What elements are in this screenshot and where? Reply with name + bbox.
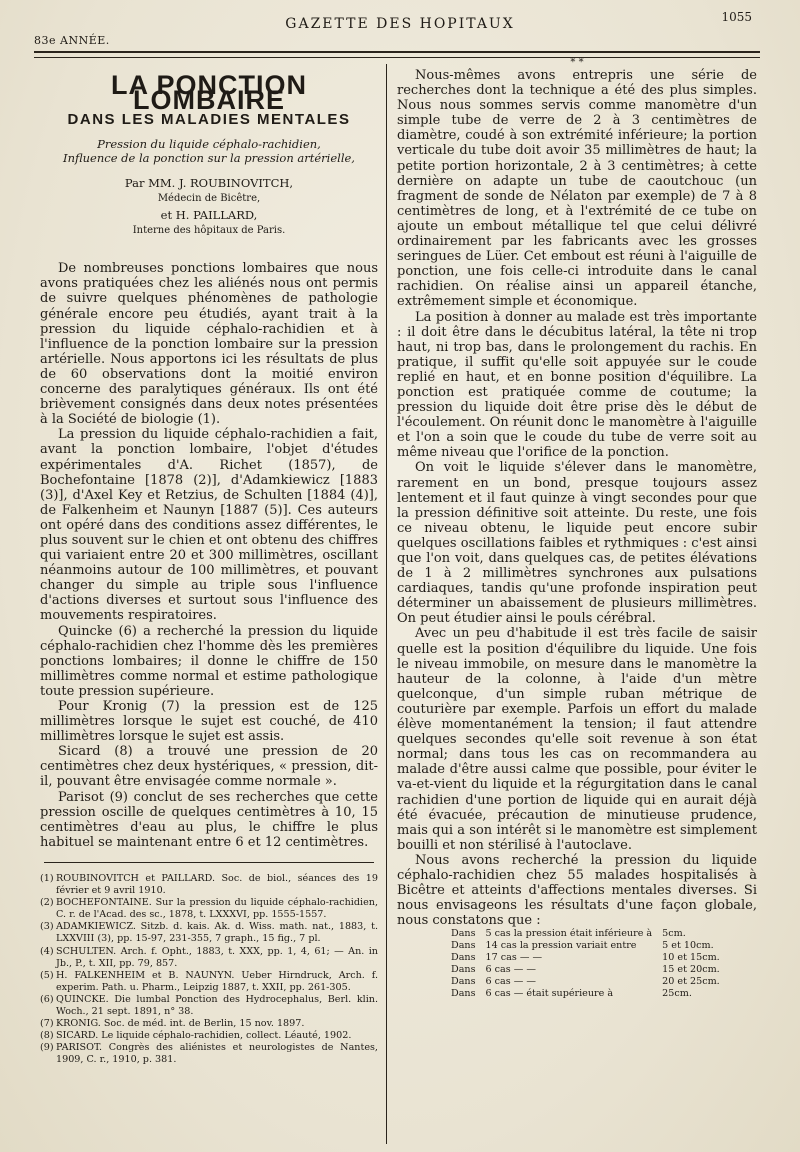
edition-label: 83e ANNÉE. bbox=[34, 34, 110, 47]
paragraph: Avec un peu d'habitude il est très facile de saisir quelle est la position d'équilibre du liquide. Une fois le niveau immobile, on mesure dans le manomètre la hauteur de la colonne, à l'aide d'un mètre quelconque, d'un simple ruban métrique de couturière par exemple. Parfois un effort du malade élève momentanément la tension; il faut attendre quelques secondes qu'elle soit revenue à son état normal; dans tous les cas on recommandera au malade d'être aussi calme que possible, pour éviter le va-et-vient du liquide et la régurgitation dans le canal rachidien d'une portion de liquide qui en aurait déjà été évacuée, précaution de minutieuse prudence, mais qui a son intérêt si le manomètre est simplement bouilli et non stérilisé à l'autoclave. bbox=[397, 626, 757, 853]
author-1-affiliation: Médecin de Bicêtre, bbox=[157, 193, 261, 205]
paragraph: Pour Kronig (7) la pression est de 125 millimètres lorsque le sujet est couché, de 410 millimètres lorsque le sujet est assis. bbox=[40, 699, 378, 745]
paragraph: Sicard (8) a trouvé une pression de 20 centimètres chez deux hystériques, « pression, dit-il, pouvant être envisagée comme normale ». bbox=[40, 744, 378, 790]
footnote: (8) SICARD. Le liquide céphalo-rachidien, collect. Léauté, 1902. bbox=[40, 1030, 352, 1042]
authors-block bbox=[40, 175, 378, 239]
footnote: (3) ADAMKIEWICZ. Sitzb. d. kais. Ak. d. Wiss. math. nat., 1883, t. LXXVIII (3), pp. 15-97, 231-355, 7 graph., 15 fig., 7 pl. bbox=[40, 921, 378, 945]
paragraph: Parisot (9) conclut de ses recherches que cette pression oscille de quelques centimètres à 10, 15 centimètres d'eau au plus, le chiffre le plus habituel se maintenant entre 6 et 12 centimètres. bbox=[40, 789, 378, 850]
table-row: Dans 6 cas — était supérieure à 25cm. bbox=[451, 988, 692, 1000]
author-2: et H. PAILLARD, bbox=[160, 208, 258, 223]
author-1: Par MM. J. ROUBINOVITCH, bbox=[124, 176, 294, 191]
section-asterisks: * * bbox=[570, 57, 584, 68]
footnote-rule bbox=[44, 862, 374, 863]
article-subtitle: DANS LES MALADIES MENTALES bbox=[67, 111, 351, 129]
author-2-affiliation: Interne des hôpitaux de Paris. bbox=[132, 225, 286, 237]
article-title: LA PONCTION LOMBAIRE bbox=[111, 70, 307, 116]
journal-title: GAZETTE DES HOPITAUX bbox=[285, 16, 515, 32]
paragraph: On voit le liquide s'élever dans le manomètre, rarement en un bond, presque toujours assez lentement et il faut quinze à vingt secondes pour que la pression définitive soit atteinte. Du reste, une fois ce niveau obtenu, le liquide peut encore subir quelques oscillations faibles et rythmiques : c'est ainsi que l'on voit, dans quelques cas, de petites élévations de 1 à 2 millimètres synchrones aux pulsations cardiaques, tandis qu'une profonde inspiration peut déterminer un abaissement de plusieurs millimètres. On peut étudier ainsi le pouls cérébral. bbox=[397, 460, 757, 627]
column-divider bbox=[386, 64, 387, 1144]
left-column bbox=[40, 70, 378, 1066]
page-number: 1055 bbox=[721, 10, 752, 24]
paragraph: La pression du liquide céphalo-rachidien a fait, avant la ponction lombaire, l'objet d'études expérimentales d'A. Richet (1857), de Bochefontaine [1878 (2)], d'Adamkiewicz [1883 (3)], d'Axel Key et Retzius, de Schulten [1884 (4)], de Falkenheim et Naunyn [1887 (5)]. Ces auteurs ont opéré dans des conditions assez différentes, le plus souvent sur le chien et ont obtenu des chiffres qui variaient entre 20 et 300 millimètres, oscillant néanmoins autour de 100 millimètres, et pouvant changer du simple au triple sous l'influence d'actions diverses et surtout sous l'influence des mouvements respiratoires. bbox=[40, 427, 378, 624]
header-rule-thick bbox=[34, 51, 760, 53]
right-column bbox=[397, 58, 757, 1000]
paragraph: De nombreuses ponctions lombaires que nous avons pratiquées chez les aliénés nous ont permis de suivre quelques phénomènes de pathologie générale encore peu étudiés, ayant trait à la pression du liquide céphalo-rachidien et à l'influence de la ponction lombaire sur la pression artérielle. Nous apportons ici les résultats de plus de 60 observations dont la moitié environ concerne des paralytiques généraux. Ils ont été brièvement consignés dans deux notes présentées à la Société de biologie (1). bbox=[40, 261, 378, 428]
paragraph: La position à donner au malade est très importante : il doit être dans le décubitus latéral, la tête ni trop haut, ni trop bas, dans le prolongement du rachis. En pratique, il suffit qu'elle soit appuyée sur le coude replié en haut, et en bonne position d'équilibre. La ponction est pratiquée comme de coutume; la pression du liquide doit être prise dès le début de l'écoulement. On réunit donc le manomètre à l'aiguille et l'on a soin que le coude du tube de verre soit au même niveau que l'orifice de la ponction. bbox=[397, 309, 757, 461]
footnote: (4) SCHULTEN. Arch. f. Opht., 1883, t. XXX, pp. 1, 4, 61; — An. in Jb., P., t. XII, pp. 79, 857. bbox=[40, 945, 378, 969]
paragraph: Quincke (6) a recherché la pression du liquide céphalo-rachidien chez l'homme dès les premières ponctions lombaires; il donne le chiffre de 150 millimètres comme normal et estime pathologique toute pression supérieure. bbox=[40, 623, 378, 699]
paragraph: Nous-mêmes avons entrepris une série de recherches dont la technique a été des plus simples. Nous nous sommes servis comme manomètre d'un simple tube de verre de 2 à 3 centimètres de diamètre, coudé à son extrémité inférieure; la portion verticale du tube doit avoir 35 millimètres de haut; la petite portion horizontale, 2 à 3 centimètres; à cette dernière on adapte un tube de caoutchouc (un fragment de sonde de Nélaton par exemple) de 7 à 8 centimètres de long, et à l'extrémité de ce tube on ajoute un embout métallique tel que celui délivré ordinairement par les fabricants avec les grosses seringues de Lüer. Cet embout est réuni à l'aiguille de ponction, une fois celle-ci introduite dans le canal rachidien. On réalise ainsi un appareil étanche, extrêmement simple et économique. bbox=[397, 68, 757, 310]
table-row: Dans 6 cas — — 15 et 20cm. bbox=[451, 964, 720, 976]
paragraph: Nous avons recherché la pression du liquide céphalo-rachidien chez 55 malades hospitalisés à Bicêtre et atteints d'affections mentales diverses. Si nous envisageons les résultats d'une façon globale, nous constatons que : bbox=[397, 852, 757, 929]
pressure-stats-table bbox=[451, 928, 730, 1000]
footnote: (7) KRONIG. Soc. de méd. int. de Berlin, 15 nov. 1897. bbox=[40, 1018, 305, 1030]
table-row: Dans 14 cas la pression variait entre 5 et 10cm. bbox=[451, 940, 714, 952]
footnote: (9) PARISOT. Congrès des aliénistes et neurologistes de Nantes, 1909, C. r., 1910, p. 381. bbox=[40, 1042, 378, 1066]
table-row: Dans 17 cas — — 10 et 15cm. bbox=[451, 952, 720, 964]
table-row: Dans 5 cas la pression était inférieure à 5cm. bbox=[451, 928, 686, 940]
topic-line-1: Pression du liquide céphalo-rachidien, bbox=[97, 137, 321, 152]
footnote: (5) H. FALKENHEIM et B. NAUNYN. Ueber Hirndruck, Arch. f. experim. Path. u. Pharm., Leipzig 1887, t. XXII, pp. 261-305. bbox=[40, 969, 378, 993]
footnote: (6) QUINCKE. Die lumbal Ponction des Hydrocephalus, Berl. klin. Woch., 21 sept. 1891, n° 38. bbox=[40, 993, 378, 1017]
footnote: (2) BOCHEFONTAINE. Sur la pression du liquide céphalo-rachidien, C. r. de l'Acad. des sc., 1878, t. LXXXVI, pp. 1555-1557. bbox=[40, 897, 378, 921]
footnote: (1) ROUBINOVITCH et PAILLARD. Soc. de biol., séances des 19 février et 9 avril 1910. bbox=[40, 872, 378, 897]
table-row: Dans 6 cas — — 20 et 25cm. bbox=[451, 976, 720, 988]
topic-line-2: Influence de la ponction sur la pression artérielle, bbox=[63, 151, 355, 166]
